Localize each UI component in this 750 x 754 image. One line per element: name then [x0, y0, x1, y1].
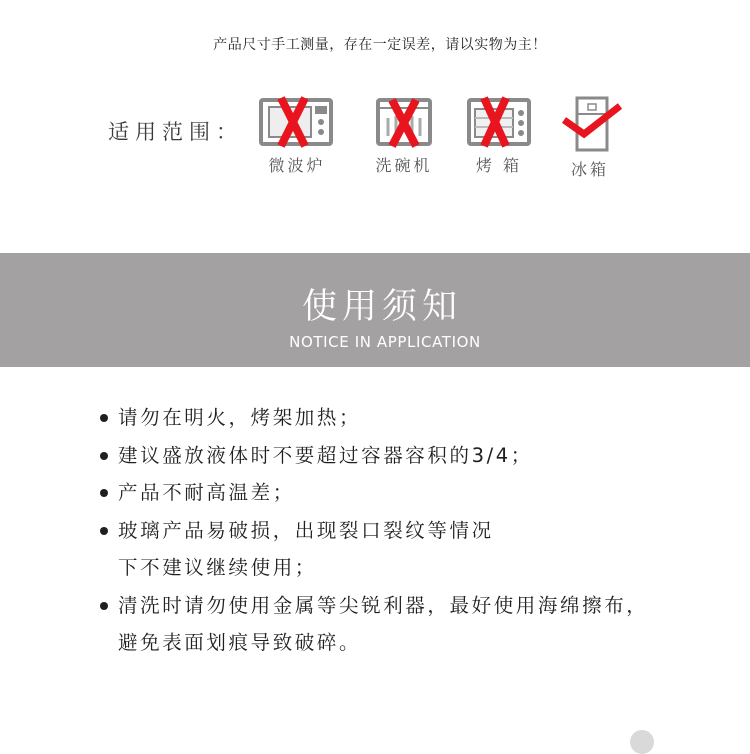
bullet-dot — [100, 452, 108, 460]
measurement-disclaimer: 产品尺寸手工测量，存在一定误差，请以实物为主！ — [213, 37, 547, 53]
oven-icon — [466, 96, 532, 148]
banner-title: 使用须知 — [301, 287, 462, 327]
appliance-microwave — [252, 96, 342, 176]
appliance-name: 微波炉 — [268, 156, 326, 175]
notice-item — [98, 478, 728, 516]
bullet-dot — [100, 602, 108, 610]
appliance-name: 冰箱 — [570, 160, 609, 179]
bullet-dot — [100, 489, 108, 497]
bullet-dot — [100, 414, 108, 422]
banner-subtitle: NOTICE IN APPLICATION — [289, 333, 481, 351]
notice-item — [98, 516, 728, 554]
appliance-name: 洗碗机 — [375, 156, 433, 175]
notice-item-continuation — [98, 553, 728, 591]
microwave-icon — [257, 96, 337, 148]
notice-text: 避免表面划痕导致破碎。 — [118, 631, 362, 654]
appliance-fridge — [545, 96, 635, 180]
dishwasher-icon — [374, 96, 434, 148]
notice-text: 建议盛放液体时不要超过容器容积的3/4； — [118, 443, 533, 467]
notice-text: 清洗时请勿使用金属等尖锐利器，最好使用海绵擦布， — [118, 593, 649, 617]
notice-list — [98, 403, 728, 666]
notice-text: 下不建议继续使用； — [118, 556, 317, 579]
fridge-icon — [550, 96, 630, 152]
corner-decoration — [630, 730, 654, 754]
notice-text: 产品不耐高温差； — [118, 481, 295, 504]
appliance-dishwasher — [359, 96, 449, 176]
notice-item-continuation — [98, 628, 728, 666]
notice-text: 请勿在明火，烤架加热； — [118, 406, 362, 429]
bullet-dot — [100, 527, 108, 535]
appliance-oven — [454, 96, 544, 176]
notice-item — [98, 441, 728, 479]
notice-banner — [0, 253, 750, 367]
notice-item — [98, 591, 728, 629]
notice-text: 玻璃产品易破损，出现裂口裂纹等情况 — [118, 518, 494, 542]
notice-item — [98, 403, 728, 441]
usage-scope-label: 适用范围： — [108, 120, 243, 144]
appliance-name: 烤 箱 — [475, 156, 523, 175]
